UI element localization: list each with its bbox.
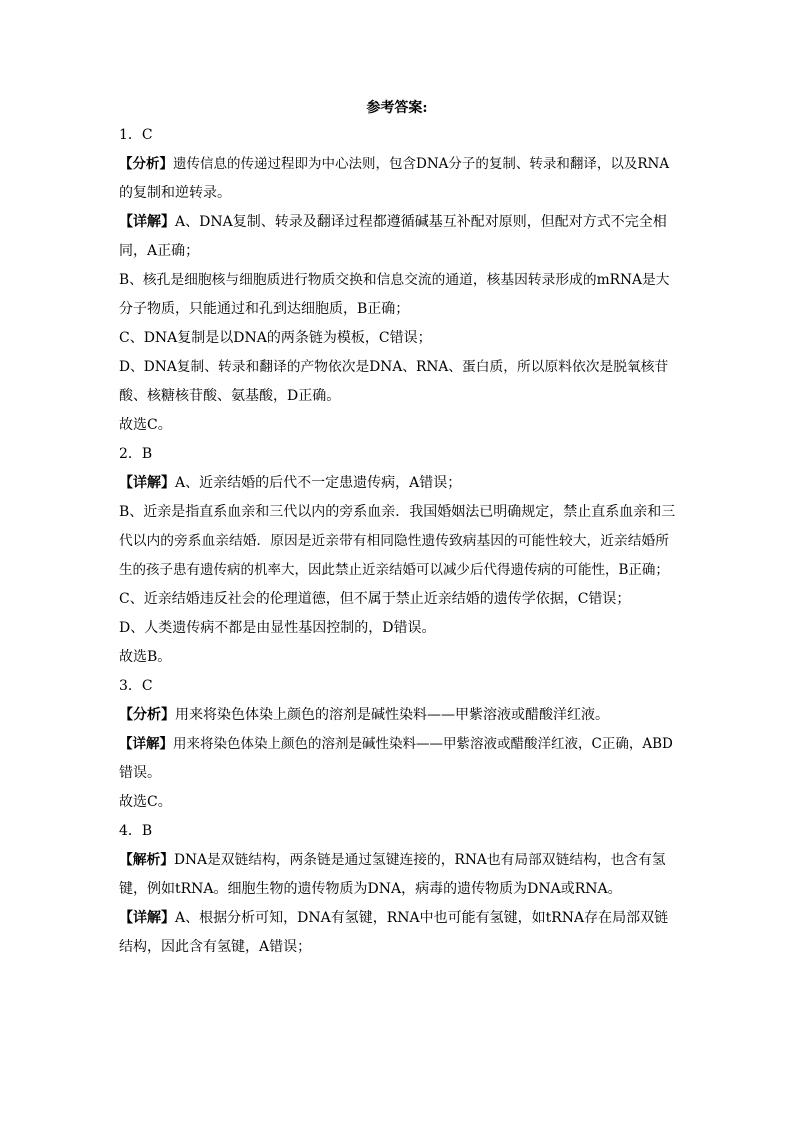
analysis-text: 用来将染色体染上颜色的溶剂是碱性染料——甲紫溶液或醋酸洋红液。 xyxy=(175,707,609,723)
question-2-answer: 故选B。 xyxy=(119,649,172,665)
analysis-tag: 【解析】 xyxy=(119,852,175,868)
detail-tag: 【详解】 xyxy=(119,910,175,926)
analysis-text: 遗传信息的传递过程即为中心法则，包含DNA分子的复制、转录和翻译，以及RNA xyxy=(173,156,670,172)
question-1-option-d: D、DNA复制、转录和翻译的产物依次是DNA、RNA、蛋白质，所以原料依次是脱氧核苷 xyxy=(119,359,669,375)
question-3-number: 3．C xyxy=(119,678,153,694)
question-2-option-c: C、近亲结婚违反社会的伦理道德，但不属于禁止近亲结婚的遗传学依据，C错误； xyxy=(119,591,631,607)
detail-tag: 【详解】 xyxy=(119,475,175,491)
question-1-detail xyxy=(119,208,675,237)
question-2-option-b-cont-2: 生的孩子患有遗传病的机率大，因此禁止近亲结婚可以减少后代得遗传病的可能性，B正确； xyxy=(119,562,669,578)
question-1-option-c: C、DNA复制是以DNA的两条链为模板，C错误； xyxy=(119,330,432,346)
question-2-number: 2．B xyxy=(119,446,153,462)
question-1-analysis-cont: 的复制和逆转录。 xyxy=(119,185,231,201)
question-1-option-b-cont: 分子物质，只能通过和孔到达细胞质，B正确； xyxy=(119,301,410,317)
detail-tag: 【详解】 xyxy=(119,214,175,230)
question-1-option-b: B、核孔是细胞核与细胞质进行物质交换和信息交流的通道，核基因转录形成的mRNA是大 xyxy=(119,272,670,288)
question-4-analysis xyxy=(119,846,675,875)
analysis-tag: 【分析】 xyxy=(119,156,173,172)
question-2-option-b-cont: 代以内的旁系血亲结婚．原因是近亲带有相同隐性遗传致病基因的可能性较大，近亲结婚所 xyxy=(119,533,670,549)
question-4-analysis-cont: 键，例如tRNA。细胞生物的遗传物质为DNA，病毒的遗传物质为DNA或RNA。 xyxy=(119,881,622,897)
question-3-analysis xyxy=(119,701,675,730)
question-3-detail-cont: 错误。 xyxy=(119,765,161,781)
answer-content xyxy=(119,121,675,962)
question-1-number: 1．C xyxy=(119,127,153,143)
question-2-option-b: B、近亲是指直系血亲和三代以内的旁系血亲．我国婚姻法已明确规定，禁止直系血亲和三 xyxy=(119,504,676,520)
detail-text: A、根据分析可知，DNA有氢键，RNA中也可能有氢键，如tRNA存在局部双链 xyxy=(175,910,669,926)
question-4-detail xyxy=(119,904,675,933)
question-4-number: 4．B xyxy=(119,823,153,839)
question-2-option-d: D、人类遗传病不都是由显性基因控制的，D错误。 xyxy=(119,620,436,636)
question-1-answer: 故选C。 xyxy=(119,417,172,433)
detail-text: A、近亲结婚的后代不一定患遗传病，A错误； xyxy=(175,475,462,491)
detail-text: 用来将染色体染上颜色的溶剂是碱性染料——甲紫溶液或醋酸洋红液，C正确，ABD xyxy=(173,736,673,752)
analysis-tag: 【分析】 xyxy=(119,707,175,723)
question-1-detail-cont: 同，A正确； xyxy=(119,243,200,259)
detail-text: A、DNA复制、转录及翻译过程都遵循碱基互补配对原则，但配对方式不完全相 xyxy=(175,214,667,230)
question-1-option-d-cont: 酸、核糖核苷酸、氨基酸，D正确。 xyxy=(119,388,341,404)
question-2-detail xyxy=(119,469,675,498)
question-4-detail-cont: 结构，因此含有氢键，A错误； xyxy=(119,939,312,955)
question-1-analysis xyxy=(119,150,675,179)
question-3-answer: 故选C。 xyxy=(119,794,172,810)
detail-tag: 【详解】 xyxy=(119,736,173,752)
analysis-text: DNA是双链结构，两条链是通过氢键连接的，RNA也有局部双链结构，也含有氢 xyxy=(174,852,666,868)
question-3-detail xyxy=(119,730,675,759)
page-title: 参考答案: xyxy=(366,100,428,116)
